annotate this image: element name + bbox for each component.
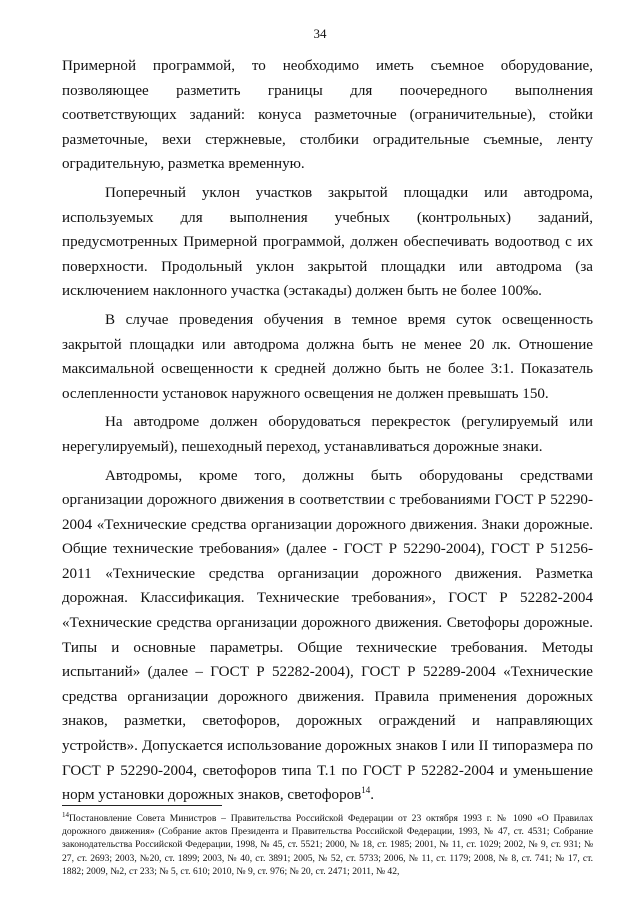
paragraph-1: Примерной программой, то необходимо иметь съемное оборудование, позволяющее разметить границы для поочередного выполнения соответствующих заданий: конуса разметочные (ограничительные), стойки разметочные, вехи стержневые, столбики оградительные съемные, ленту оградительную, разметка временную. [62,58,593,173]
paragraph-5: Автодромы, кроме того, должны быть оборудованы средствами организации дорожного движения в соответствии с требованиями ГОСТ Р 52290-2004 «Технические средства организации дорожного движения. Знаки дорожные. Общие технические требования» (далее - ГОСТ Р 52290-2004), ГОСТ Р 51256-2011 «Технические средства организации дорожного движения. Разметка дорожная. Классификация. Технические требования», ГОСТ Р 52282-2004 «Технические средства организации дорожного движения. Светофоры дорожные. Типы и основные параметры. Общие технические требования. Методы испытаний» (далее – ГОСТ Р 52282-2004), ГОСТ Р 52289-2004 «Технические средства организации дорожного движения. Правила применения дорожных знаков, разметки, светофоров, дорожных ограждений и направляющих устройств». Допускается использование дорожных знаков I или II типоразмера по ГОСТ Р 52290-2004, светофоров типа Т.1 по ГОСТ Р 52282-2004 и уменьшение норм установки дорожных знаков, светофоров$^{14}$. [62,467,593,804]
footnote [62,812,593,878]
paragraph-2: Поперечный уклон участков закрытой площадки или автодрома, используемых для выполнения учебных (контрольных) заданий, предусмотренных Примерной программой, должен обеспечивать водоотвод с их поверхности. Продольный уклон закрытой площадки или автодрома (за исключением наклонного участка (эстакады) должен быть не более 100‰. [62,184,593,300]
paragraph-4: На автодроме должен оборудоваться перекресток (регулируемый или нерегулируемый), пешеходный переход, устанавливаться дорожные знаки. [62,414,593,455]
footnote-reference[interactable]: 14 [361,785,371,796]
paragraph-3: В случае проведения обучения в темное время суток освещенность закрытой площадки или автодрома должна быть не менее 20 лк. Отношение максимальной освещенности к средней должно быть не более 3:1. Показатель ослепленности установок наружного освещения не должен превышать 150. [62,311,593,402]
main-text [62,54,593,812]
footnote-marker: 14 [62,810,69,819]
page-number: 34 [313,26,327,41]
footnote-divider [62,805,222,806]
footnote-text: Постановление Совета Министров – Правительства Российской Федерации от 23 октября 1993 г. № 1090 «О Правилах дорожного движения» (Собрание актов Президента и Правительства Российской Федерации, 1993, № 47, ст. 4531; Собрание законодательства Российской Федерации, 1998, № 45, ст. 5521; 2000, № 18, ст. 1985; 2001, № 11, ст. 1029; 2002, № 9, ст. 931; № 27, ст. 2693; 2003, №20, ст. 1899; 2003, № 40, ст. 3891; 2005, № 52, ст. 5733; 2006, № 11, ст. 1179; 2008, № 8, ст. 741; № 17, ст. 1882; 2009, №2, ст 233; № 5, ст. 610; 2010, № 9, ст. 976; № 20, ст. 2471; 2011, № 42, [62,813,593,877]
paragraph-5-text: Автодромы, кроме того, должны быть оборудованы средствами организации дорожного движения в соответствии с требованиями ГОСТ Р 52290-2004 «Технические средства организации дорожного движения. Знаки дорожные. Общие технические требования» (далее - ГОСТ Р 52290-2004), ГОСТ Р 51256-2011 «Технические средства организации дорожного движения. Разметка дорожная. Классификация. Технические требования», ГОСТ Р 52282-2004 «Технические средства организации дорожного движения. Светофоры дорожные. Типы и основные параметры. Общие технические требования. Методы испытаний» (далее – ГОСТ Р 52282-2004), ГОСТ Р 52289-2004 «Технические средства организации дорожного движения. Правила применения дорожных знаков, разметки, светофоров, дорожных ограждений и направляющих устройств». Допускается использование дорожных знаков I или II типоразмера по ГОСТ Р 52290-2004, светофоров типа Т.1 по ГОСТ Р 52282-2004 и уменьшение норм установки дорожных знаков, светофоров [62,467,593,804]
